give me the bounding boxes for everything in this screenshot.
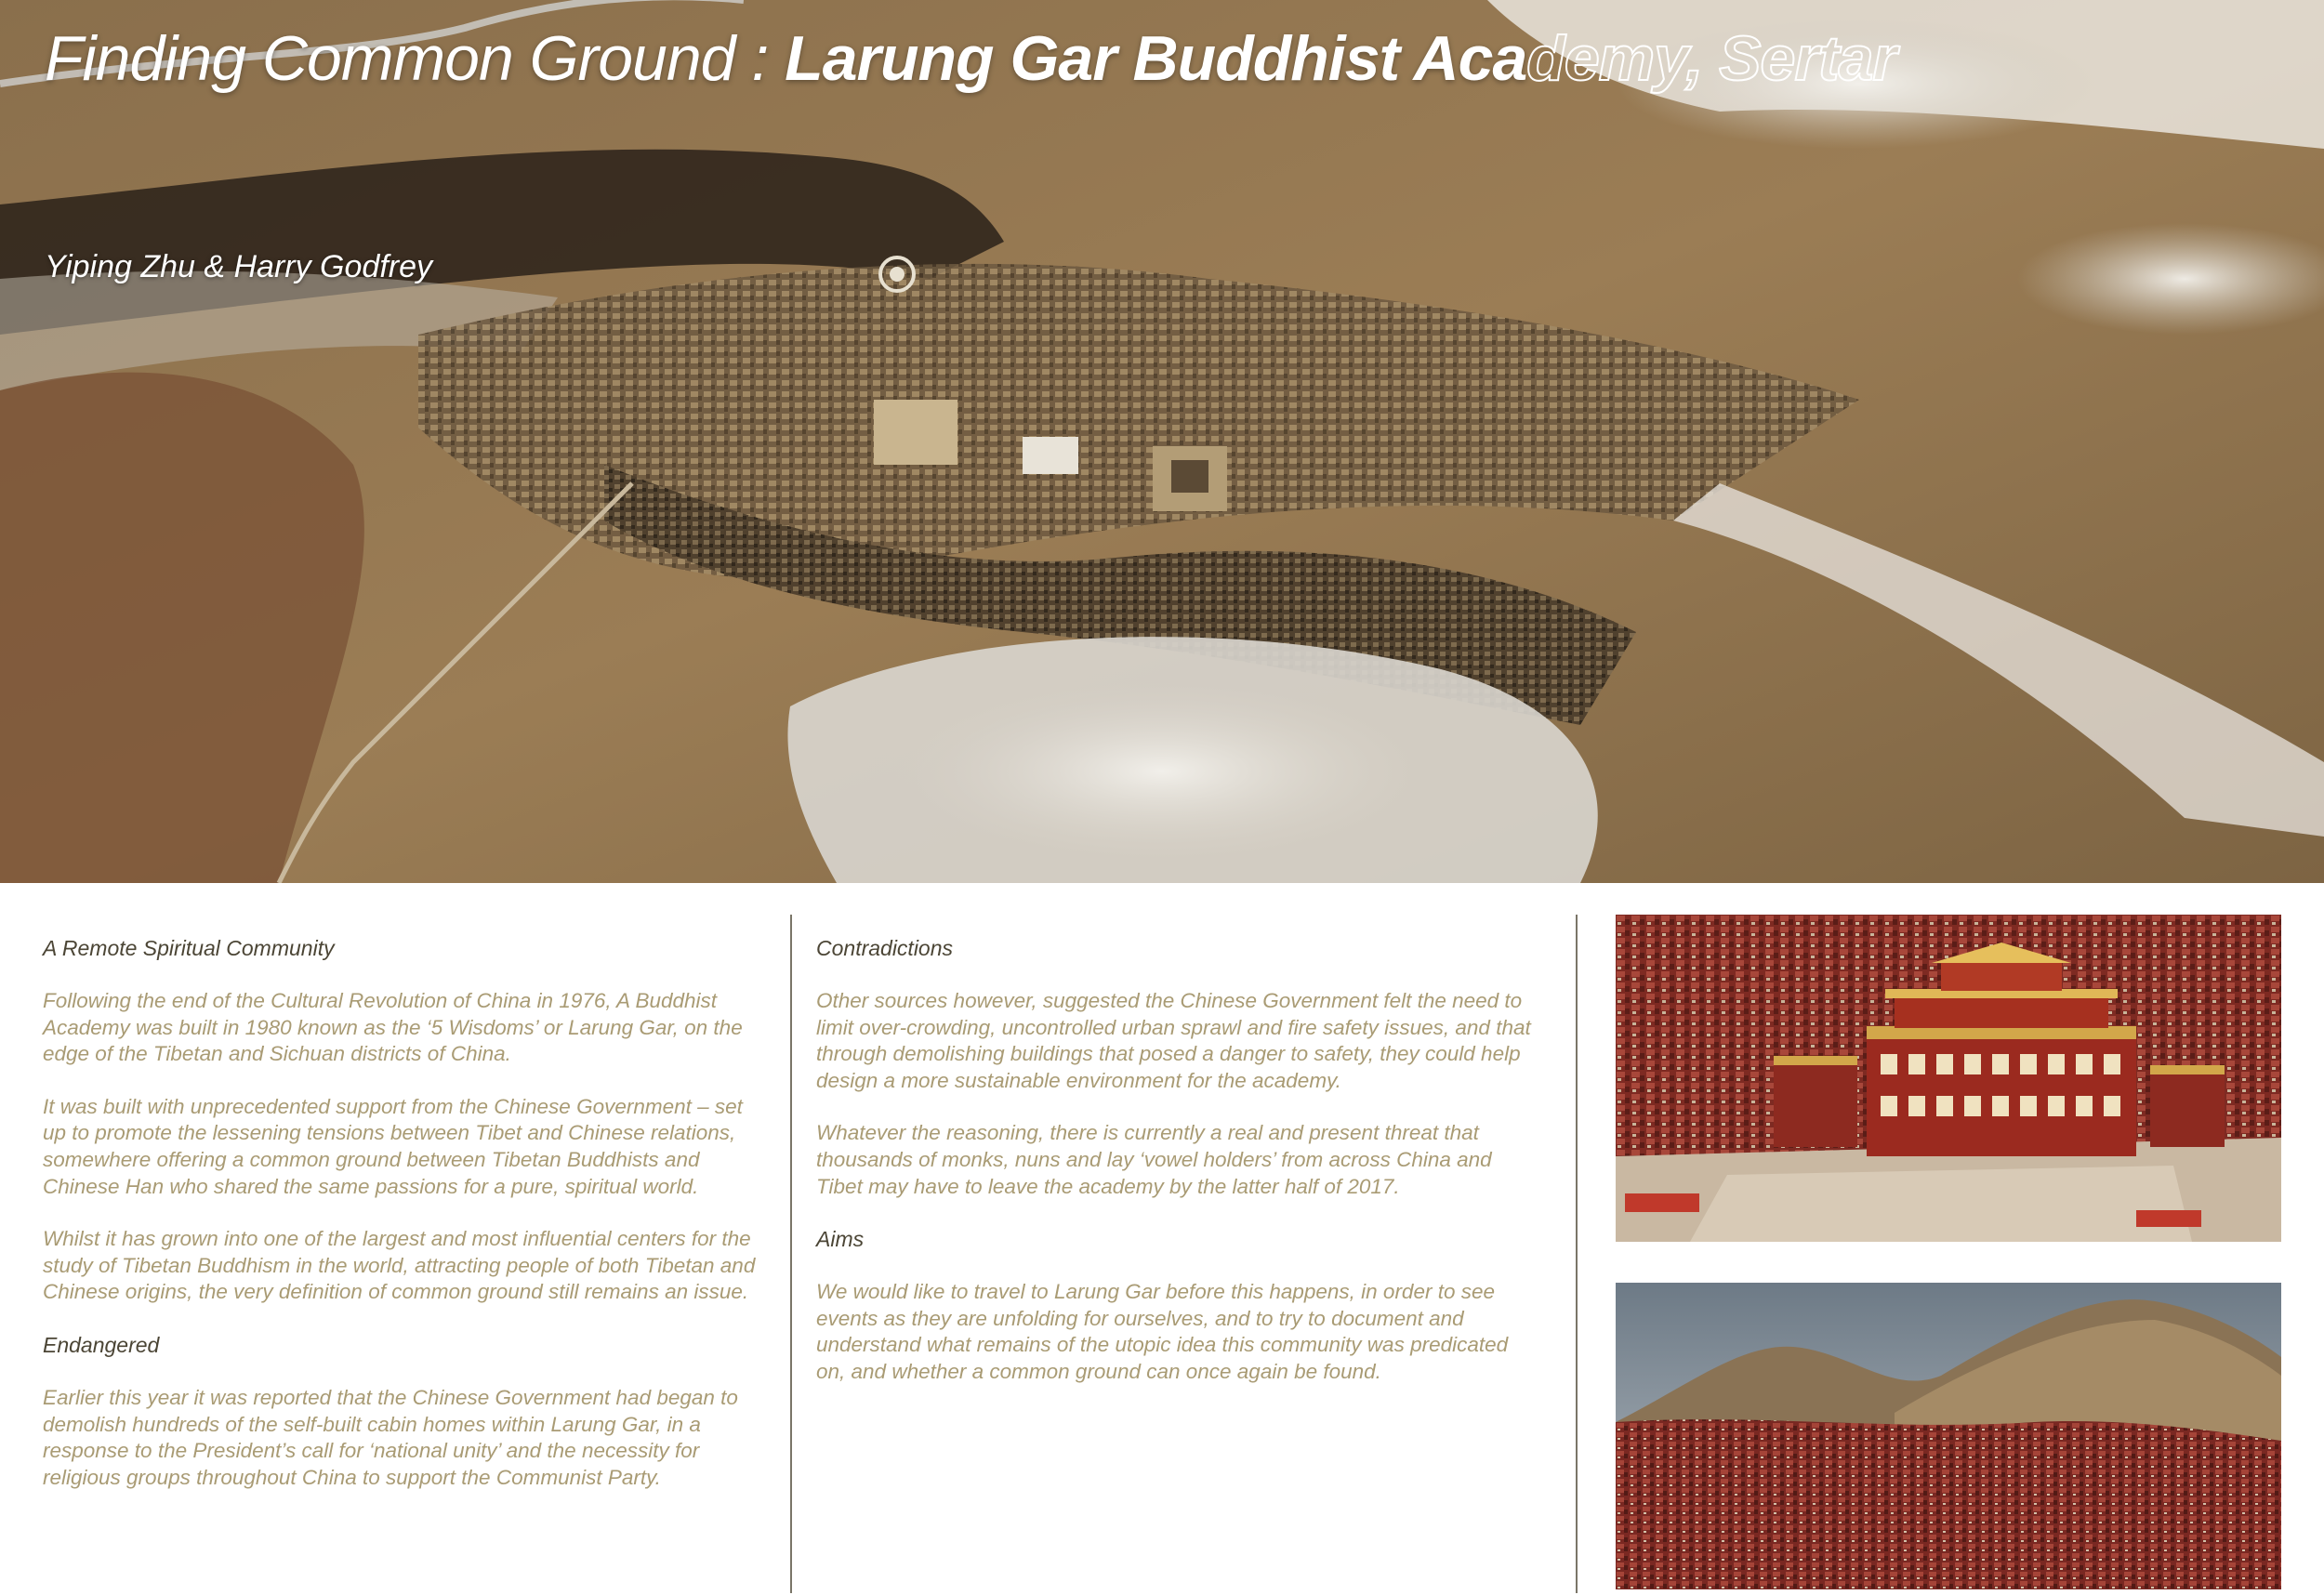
hillside-photo xyxy=(1616,1283,2281,1589)
paragraph: We would like to travel to Larung Gar before this happens, in order to see events as they are unfolding for ourselves, and to try to document and understand what remains of the utopic idea this community was predicated on, and whether a common ground can once again be found. xyxy=(816,1280,1509,1383)
paragraph: Other sources however, suggested the Chinese Government felt the need to limit over-crowding, uncontrolled urban sprawl and fire safety issues, and that through demolishing buildings that posed a danger to safety, they could help design a more sustainable environment for the academy. xyxy=(816,989,1531,1092)
temple-photo xyxy=(1616,915,2281,1242)
title-light-part: Finding Common Ground : xyxy=(45,23,786,94)
text-column-2 xyxy=(816,935,1541,1412)
paragraph: Earlier this year it was reported that the Chinese Government had began to demolish hundreds of the self-built cabin homes within Larung Gar, in a response to the President’s call for ‘national unity’ and the necessity for religious groups throughout China to support the Communist Party. xyxy=(43,1385,738,1489)
paragraph: Whatever the reasoning, there is currently a real and present threat that thousands of monks, nuns and lay ‘vowel holders’ from across China and Tibet may have to leave the academy by the latter half of 2017. xyxy=(816,1121,1492,1198)
title-bold-part: Larung Gar Buddhist Aca xyxy=(785,23,1527,94)
section-heading-remote-community: A Remote Spiritual Community xyxy=(43,936,335,960)
title-outline-part: demy, Sertar xyxy=(1526,23,1896,94)
column-divider xyxy=(1576,915,1578,1593)
paragraph: It was built with unprecedented support from the Chinese Government – set up to promote the lessening tensions between Tibet and Chinese relations, somewhere offering a common ground between Tibetan Buddhists and Chinese Han who shared the same passions for a pure, spiritual world. xyxy=(43,1094,743,1198)
section-heading-contradictions: Contradictions xyxy=(816,936,954,960)
authors: Yiping Zhu & Harry Godfrey xyxy=(45,249,432,284)
temple-illustration xyxy=(1616,915,2281,1242)
section-heading-aims: Aims xyxy=(816,1227,865,1252)
hillside-illustration xyxy=(1616,1283,2281,1589)
page-title xyxy=(45,20,1896,97)
column-divider xyxy=(790,915,792,1593)
text-column-1 xyxy=(43,935,768,1517)
paragraph: Following the end of the Cultural Revolution of China in 1976, A Buddhist Academy was built in 1980 known as the ‘5 Wisdoms’ or Larung Gar, on the edge of the Tibetan and Sichuan districts of China. xyxy=(43,989,743,1066)
paragraph: Whilst it has grown into one of the largest and most influential centers for the study of Tibetan Buddhism in the world, attracting people of both Tibetan and Chinese origins, the very definition of common ground still remains an issue. xyxy=(43,1227,756,1304)
section-heading-endangered: Endangered xyxy=(43,1332,160,1357)
